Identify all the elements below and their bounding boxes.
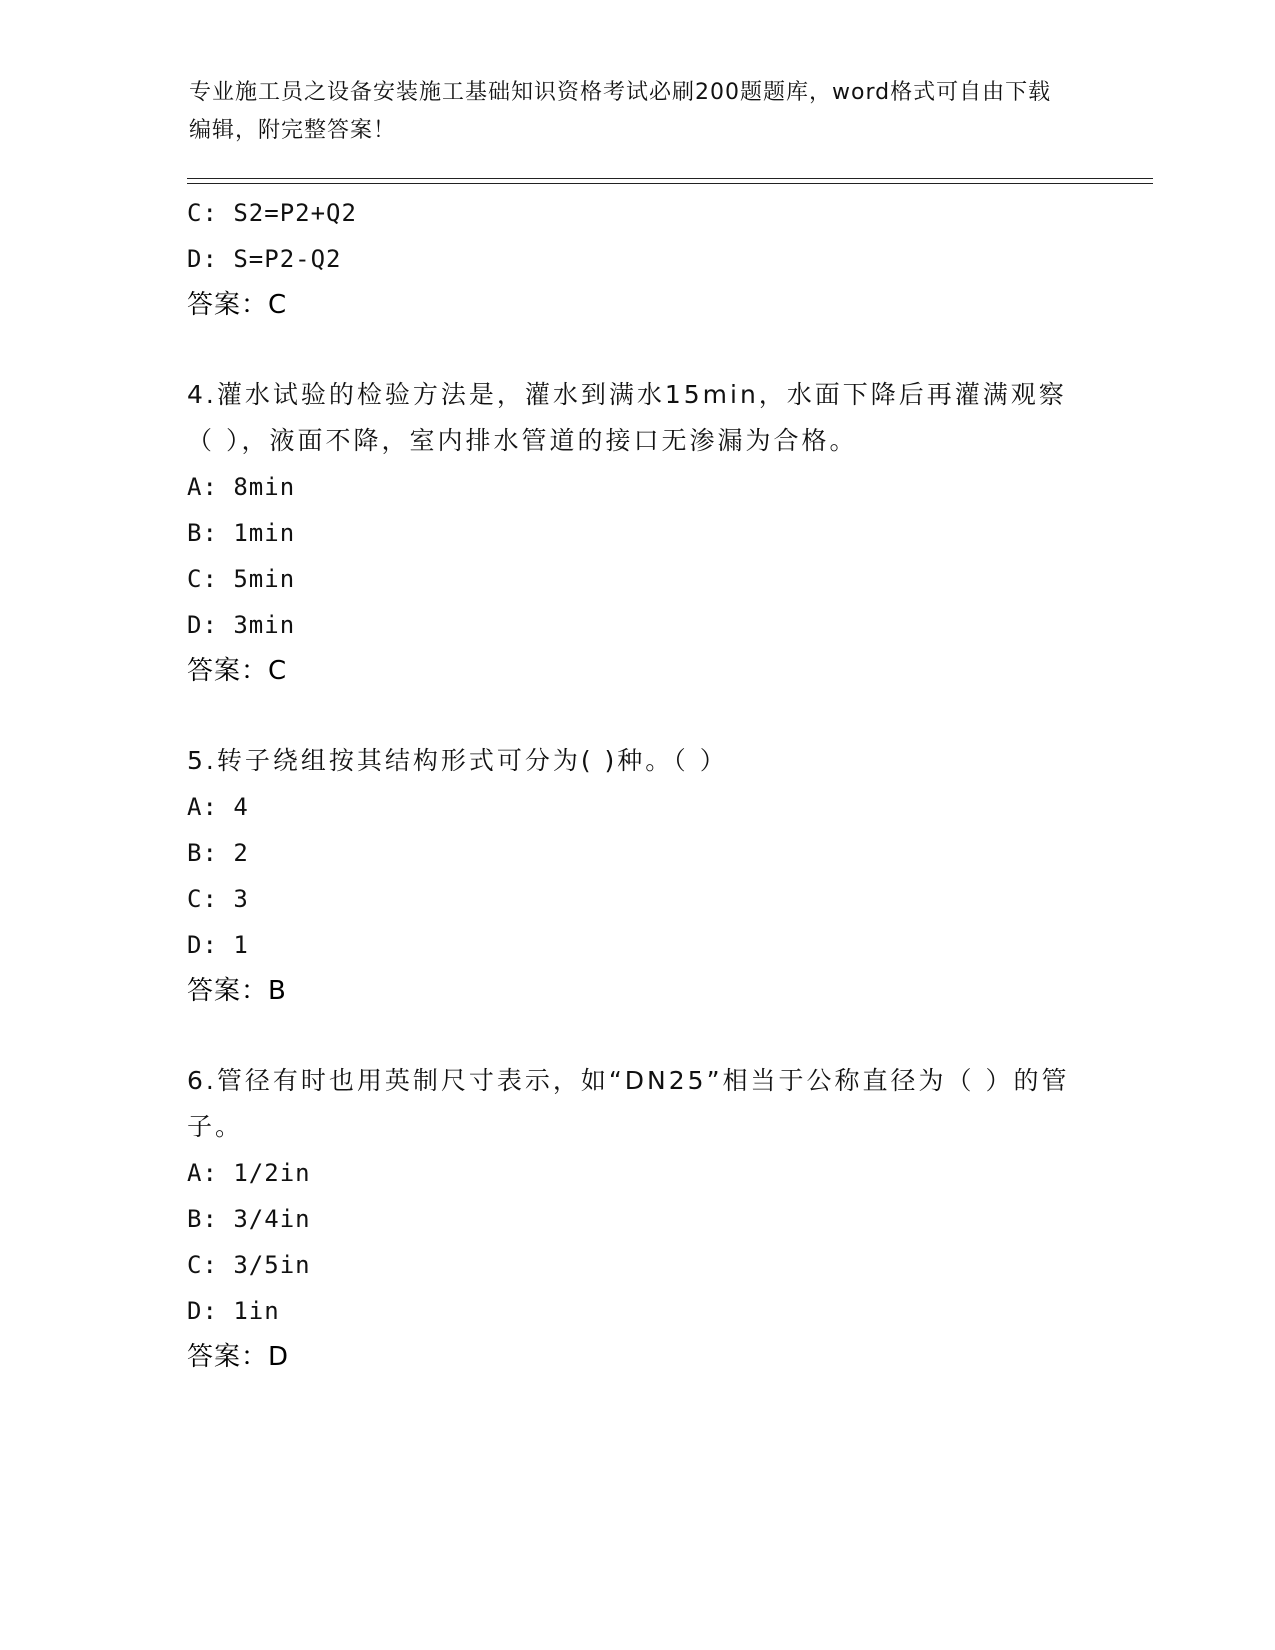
option-c: C: 5min xyxy=(187,565,296,593)
option-c: C: 3/5in xyxy=(187,1251,311,1279)
option-c: C: 3 xyxy=(187,885,249,913)
header-divider-bottom xyxy=(187,183,1153,184)
option-c: C: S2=P2+Q2 xyxy=(187,199,357,227)
option-d: D: 1 xyxy=(187,931,249,959)
option-a: A: 1/2in xyxy=(187,1159,311,1187)
option-b: B: 3/4in xyxy=(187,1205,311,1233)
spacer xyxy=(187,1014,1087,1058)
header-title: 专业施工员之设备安装施工基础知识资格考试必刷200题题库，word格式可自由下载编辑，附完整答案！ xyxy=(189,80,1052,143)
option-d: D: S=P2-Q2 xyxy=(187,245,342,273)
spacer xyxy=(187,328,1087,372)
option-b: B: 1min xyxy=(187,519,296,547)
question-text: 6.管径有时也用英制尺寸表示，如“DN25”相当于公称直径为（ ）的管子。 xyxy=(187,1066,1070,1141)
answer-line: 答案：C xyxy=(187,290,288,320)
option-d: D: 1in xyxy=(187,1297,280,1325)
option-a: A: 8min xyxy=(187,473,296,501)
carryover-question xyxy=(187,190,1087,328)
answer-line: 答案：B xyxy=(187,976,287,1006)
question-list xyxy=(187,190,1087,1380)
header-divider-top xyxy=(187,178,1153,179)
option-d: D: 3min xyxy=(187,611,296,639)
answer-line: 答案：C xyxy=(187,656,288,686)
spacer xyxy=(187,694,1087,738)
document-header xyxy=(189,74,1069,150)
question-text: 5.转子绕组按其结构形式可分为( )种。（ ） xyxy=(187,746,728,775)
option-b: B: 2 xyxy=(187,839,249,867)
question-4 xyxy=(187,372,1087,694)
question-6 xyxy=(187,1058,1087,1380)
answer-line: 答案：D xyxy=(187,1342,290,1372)
question-5 xyxy=(187,738,1087,1014)
question-text: 4.灌水试验的检验方法是，灌水到满水15min，水面下降后再灌满观察（ ），液面不降，室内排水管道的接口无渗漏为合格。 xyxy=(187,380,1067,455)
option-a: A: 4 xyxy=(187,793,249,821)
